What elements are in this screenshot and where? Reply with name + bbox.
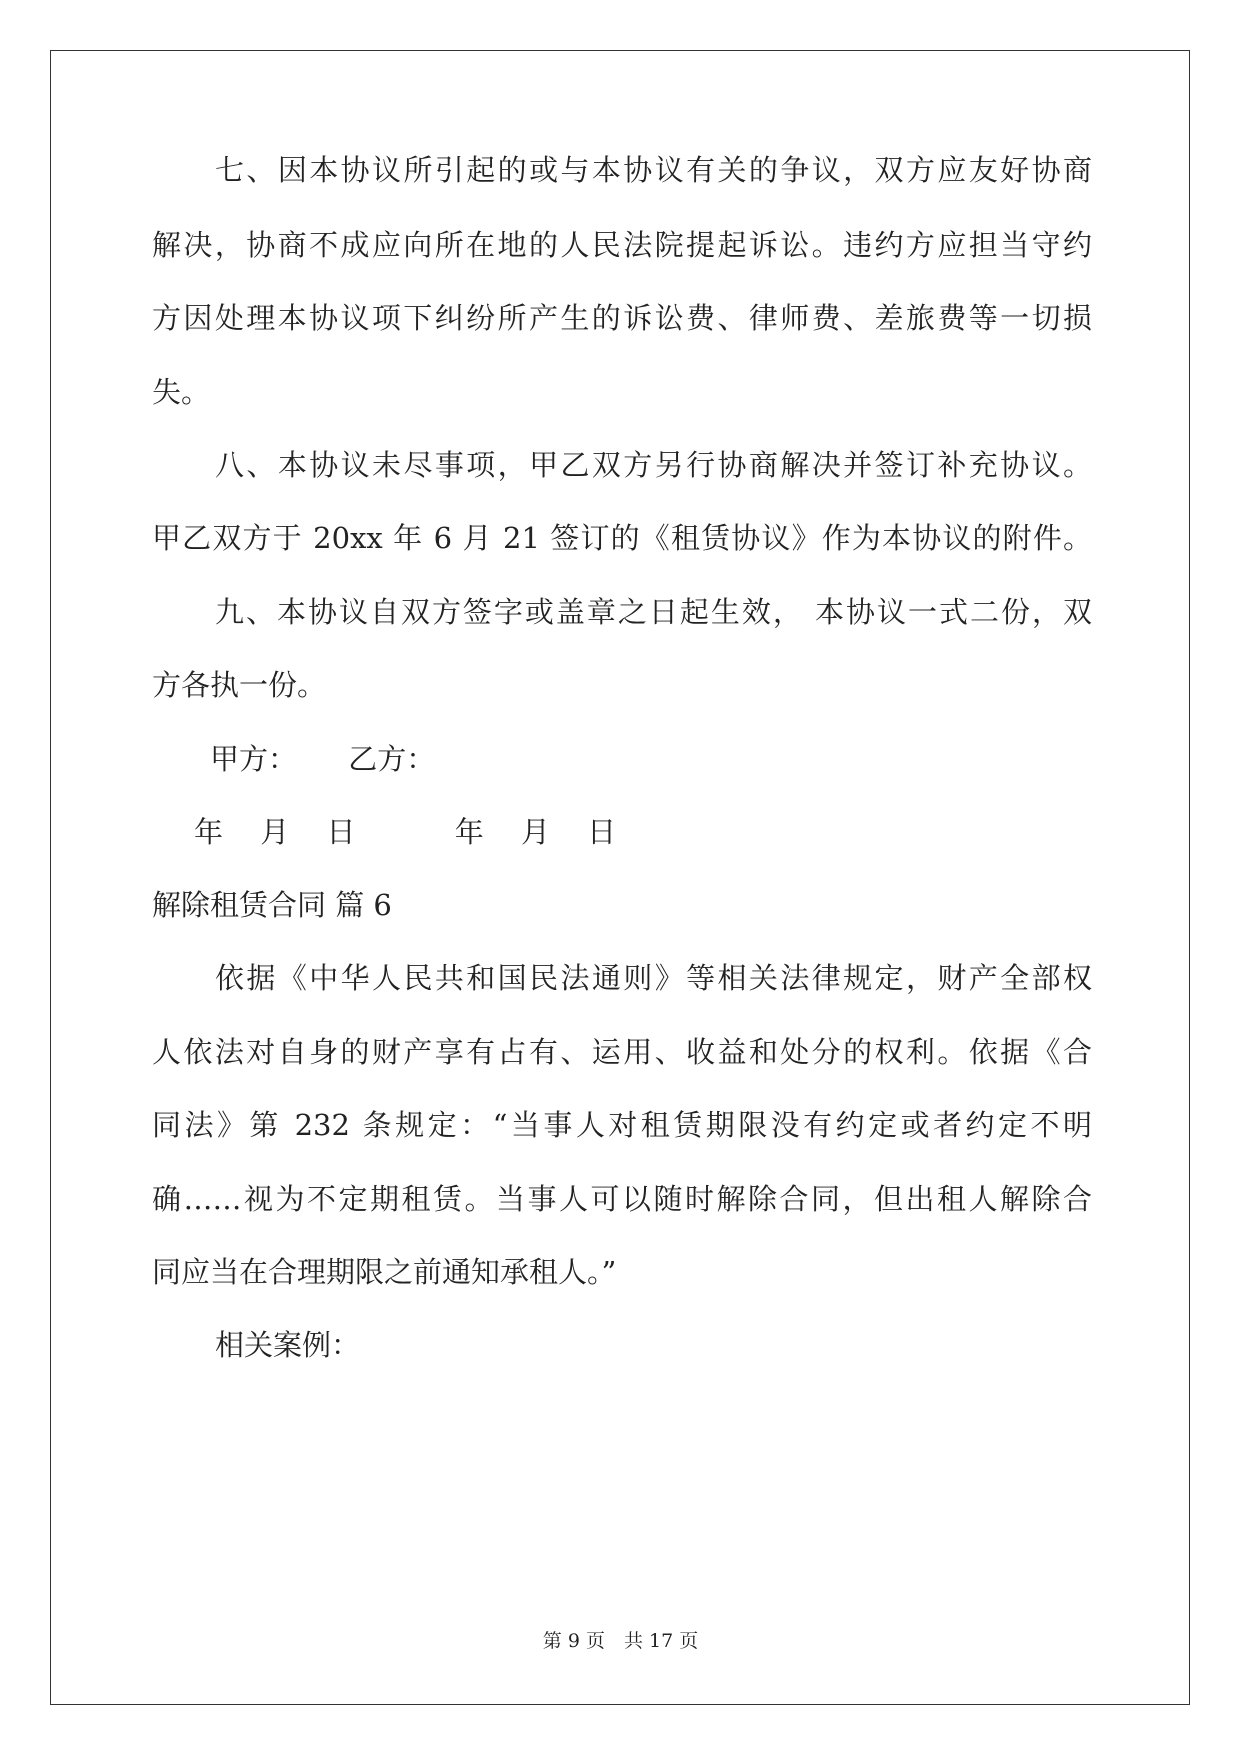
paragraph-7-line-1: 七、因本协议所引起的或与本协议有关的争议，双方应友好协商 bbox=[215, 153, 1092, 187]
date-left-day: 日 bbox=[326, 815, 356, 849]
body-line-2: 人依法对自身的财产享有占有、运用、收益和处分的权利。依据《合 bbox=[152, 1035, 1092, 1069]
paragraph-9-line-2: 方各执一份。 bbox=[152, 668, 327, 702]
party-a-label: 甲方： bbox=[210, 742, 298, 776]
paragraph-9-line-1: 九、本协议自双方签字或盖章之日起生效， 本协议一式二份，双 bbox=[215, 595, 1092, 629]
paragraph-7-line-3: 方因处理本协议项下纠纷所产生的诉讼费、律师费、差旅费等一切损 bbox=[152, 301, 1092, 335]
body-line-5: 同应当在合理期限之前通知承租人。” bbox=[152, 1255, 617, 1289]
date-right-year: 年 bbox=[454, 815, 484, 849]
date-left-month: 月 bbox=[260, 815, 290, 849]
signature-dates bbox=[152, 812, 1092, 852]
page-footer: 第 9 页 共 17 页 bbox=[542, 1630, 699, 1652]
party-b-label: 乙方： bbox=[348, 742, 436, 776]
paragraph-7-line-2: 解决，协商不成应向所在地的人民法院提起诉讼。违约方应担当守约 bbox=[152, 228, 1092, 262]
signature-parties bbox=[152, 739, 1092, 779]
section-title: 解除租赁合同 篇 6 bbox=[152, 888, 392, 922]
paragraph-8-line-2: 甲乙双方于 20xx 年 6 月 21 签订的《租赁协议》作为本协议的附件。 bbox=[152, 521, 1092, 555]
date-right-day: 日 bbox=[587, 815, 617, 849]
related-cases-label: 相关案例： bbox=[215, 1328, 361, 1362]
paragraph-8-line-1: 八、本协议未尽事项，甲乙双方另行协商解决并签订补充协议。 bbox=[215, 448, 1092, 482]
paragraph-7-line-4: 失。 bbox=[152, 375, 211, 409]
date-right-month: 月 bbox=[520, 815, 550, 849]
body-line-3: 同法》第 232 条规定：“当事人对租赁期限没有约定或者约定不明 bbox=[152, 1108, 1092, 1142]
body-line-1: 依据《中华人民共和国民法通则》等相关法律规定，财产全部权 bbox=[215, 961, 1092, 995]
body-line-4: 确……视为不定期租赁。当事人可以随时解除合同，但出租人解除合 bbox=[152, 1182, 1092, 1216]
date-left-year: 年 bbox=[194, 815, 224, 849]
